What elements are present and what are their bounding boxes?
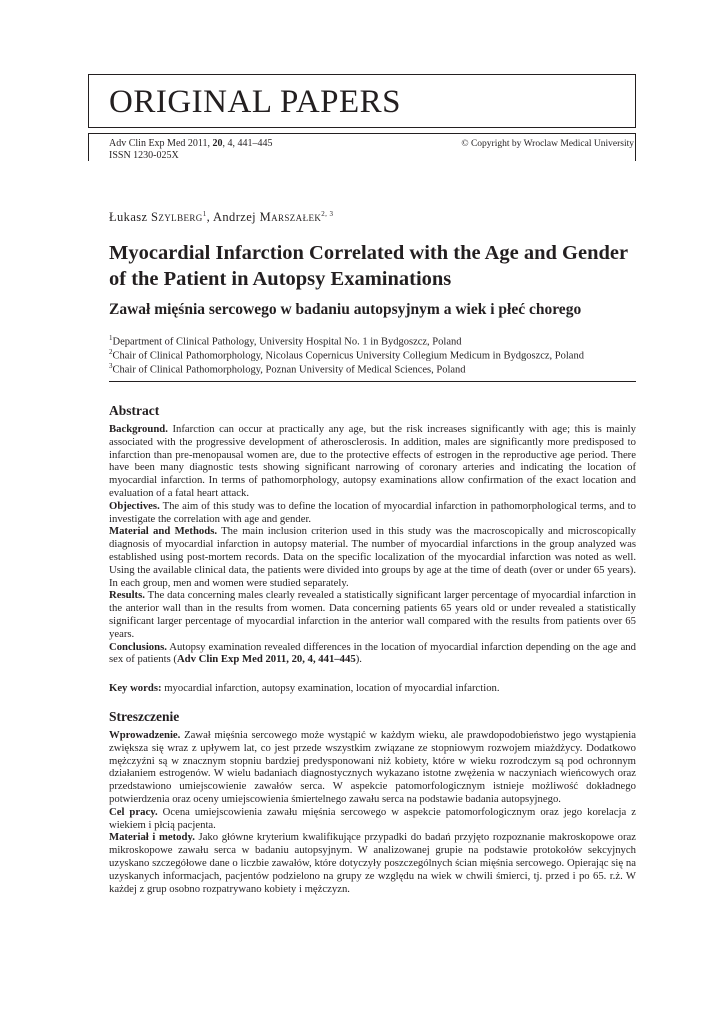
streszczenie-body xyxy=(109,729,636,895)
citation-rest: , 4, 441–445 xyxy=(222,138,273,149)
background-label: Background. xyxy=(109,423,168,435)
keywords-label: Key words: xyxy=(109,682,162,694)
abstract-methods xyxy=(109,525,636,589)
streszczenie-wprowadzenie xyxy=(109,729,636,806)
section-header-box xyxy=(88,74,636,128)
conclusions-end: ). xyxy=(355,653,362,666)
objectives-label: Objectives. xyxy=(109,499,160,512)
affiliation-3-text: Chair of Clinical Pathomorphology, Poznan University of Medical Sciences, Poland xyxy=(112,364,466,376)
methods-text: The main inclusion criterion used in this study was the macroscopically and microscopically diagnosis of myocardial infarction in autopsy material. The number of myocardial infarctions in the group analyzed was established using post-mortem records. Data on the specific localization of the myocardial infarction was noted as well. Using the available clinical data, the patients were divided into groups by age at the time of death (over or under 65 years). In each group, men and women were studied separately. xyxy=(109,525,636,589)
article-title-polish: Zawał mięśnia sercowego w badaniu autopsyjnym a wiek i płeć chorego xyxy=(109,301,582,318)
wprowadzenie-text: Zawał mięśnia sercowego może wystąpić w każdym wieku, ale prawdopodobieństwo jego wystąpienia zwiększa się wraz z upływem lat, co jest przede wszystkim związane ze stopniowym rozwojem miażdżycy. Dodatkowo mężczyźni są w znacznym stopniu bardziej predysponowani niż kobiety, które w wieku rozrodczym są pod ochronnym działaniem estrogenów. W wielu badaniach diagnostycznych wykazano istotne zwężenia w naczyniach wieńcowych oraz przedstawiono umiejscowienie zawałów serca. W aspekcie patomorfologicznym istnieje możliwość dokładnego potwierdzenia oraz oceny umiejscowienia śmiertelnego zawału serca na podstawie badania autopsyjnego. xyxy=(109,729,636,805)
cel-label: Cel pracy. xyxy=(109,805,158,818)
citation-journal: Adv Clin Exp Med 2011, xyxy=(109,138,213,149)
streszczenie-cel xyxy=(109,806,636,832)
results-text: The data concerning males clearly revealed a statistically significant larger percentage of myocardial infarction in the anterior wall than in the results from women. Data concerning patients 65 years old or under revealed a statistically significant larger percentage of myocardial infarction in the anterior wall compared with the results from patients over 65 years. xyxy=(109,589,636,640)
results-label: Results. xyxy=(109,589,145,602)
conclusions-label: Conclusions. xyxy=(109,640,167,653)
conclusions-citation: Adv Clin Exp Med 2011, 20, 4, 441–445 xyxy=(176,653,356,666)
affiliation-1-text: Department of Clinical Pathology, University Hospital No. 1 in Bydgoszcz, Poland xyxy=(112,336,462,348)
citation-block xyxy=(109,138,273,162)
abstract-background xyxy=(109,423,636,500)
author-1-first: Łukasz xyxy=(109,210,148,225)
section-label: ORIGINAL PAPERS xyxy=(109,84,402,120)
abstract-results xyxy=(109,589,636,640)
metody-text: Jako główne kryterium kwalifikujące przypadki do badań przyjęto rozpoznanie makroskopowe oraz mikroskopowe zawału serca w badaniu autopsyjnym. W analizowanej grupie na podstawie protokołów sekcyjnych uzyskano szczegółowe dane o liczbie zawałów, które dotyczyły poszczególnych ścian mięśnia sercowego. Opierając się na uzyskanych informacjach, pacjentów podzielono na grupy ze względu na wiek w chwili śmierci, tj. przed i po 65. r.ż. W każdej z grup osobno rozpatrywano kobiety i mężczyzn. xyxy=(109,831,636,895)
cel-text: Ocena umiejscowienia zawału mięśnia sercowego w aspekcie patomorfologicznym oraz jego korelacja z wiekiem i płcią pacjenta. xyxy=(109,805,637,831)
issn: ISSN 1230-025X xyxy=(109,150,179,161)
affiliation-3-num: 3 xyxy=(109,362,113,370)
streszczenie-metody xyxy=(109,831,636,895)
abstract-conclusions xyxy=(109,641,636,667)
article-title: Myocardial Infarction Correlated with the Age and Gender of the Patient in Autopsy Examinations xyxy=(109,242,628,290)
wprowadzenie-label: Wprowadzenie. xyxy=(109,729,181,741)
background-text: Infarction can occur at practically any age, but the risk increases significantly with age; this is mainly associated with the progressive development of atherosclerosis. In addition, males are significantly more predisposed to infarction than pre-menopausal women are, due to the protective effects of estrogen in the reproductive age period. There have been many diagnostic tests showing significant narrowing of coronary arteries and indicating the location of myocardial infarction. In terms of pathomorphology, autopsy examinations allow confirmation of the exact location and evaluation of a fatal heart attack. xyxy=(109,423,636,499)
objectives-text: The aim of this study was to define the location of myocardial infarction in pathomorphological terms, and to investigate the correlation with age and gender. xyxy=(109,499,636,525)
keywords-text: myocardial infarction, autopsy examination, location of myocardial infarction. xyxy=(161,682,500,694)
keywords xyxy=(109,682,636,695)
author-1-last: Szylberg xyxy=(151,210,203,225)
copyright-notice: © Copyright by Wroclaw Medical University xyxy=(461,139,634,149)
affiliation-2-num: 2 xyxy=(109,348,113,356)
author-2-affil: 2, 3 xyxy=(321,210,334,218)
affiliation-1-num: 1 xyxy=(109,334,113,342)
citation-volume: 20 xyxy=(212,138,223,149)
affiliation-3 xyxy=(109,359,649,378)
author-1-affil: 1 xyxy=(202,210,207,218)
author-2-last: Marszałek xyxy=(259,210,322,225)
author-list xyxy=(109,210,333,225)
metody-label: Materiał i metody. xyxy=(109,831,195,844)
methods-label: Material and Methods. xyxy=(109,525,218,538)
abstract-objectives xyxy=(109,500,636,526)
journal-citation xyxy=(109,138,273,150)
streszczenie-heading: Streszczenie xyxy=(109,709,180,724)
affiliation-2-text: Chair of Clinical Pathomorphology, Nicolaus Copernicus University Collegium Medicum in Bydgoszcz, Poland xyxy=(112,350,584,362)
divider-rule xyxy=(109,381,636,382)
abstract-heading: Abstract xyxy=(109,403,160,418)
conclusions-text: Autopsy examination revealed differences in the location of myocardial infarction depending on the age and sex of patients ( xyxy=(109,640,636,666)
author-separator: , xyxy=(206,210,213,225)
author-2-first: Andrzej xyxy=(212,210,257,225)
abstract-body xyxy=(109,423,636,666)
